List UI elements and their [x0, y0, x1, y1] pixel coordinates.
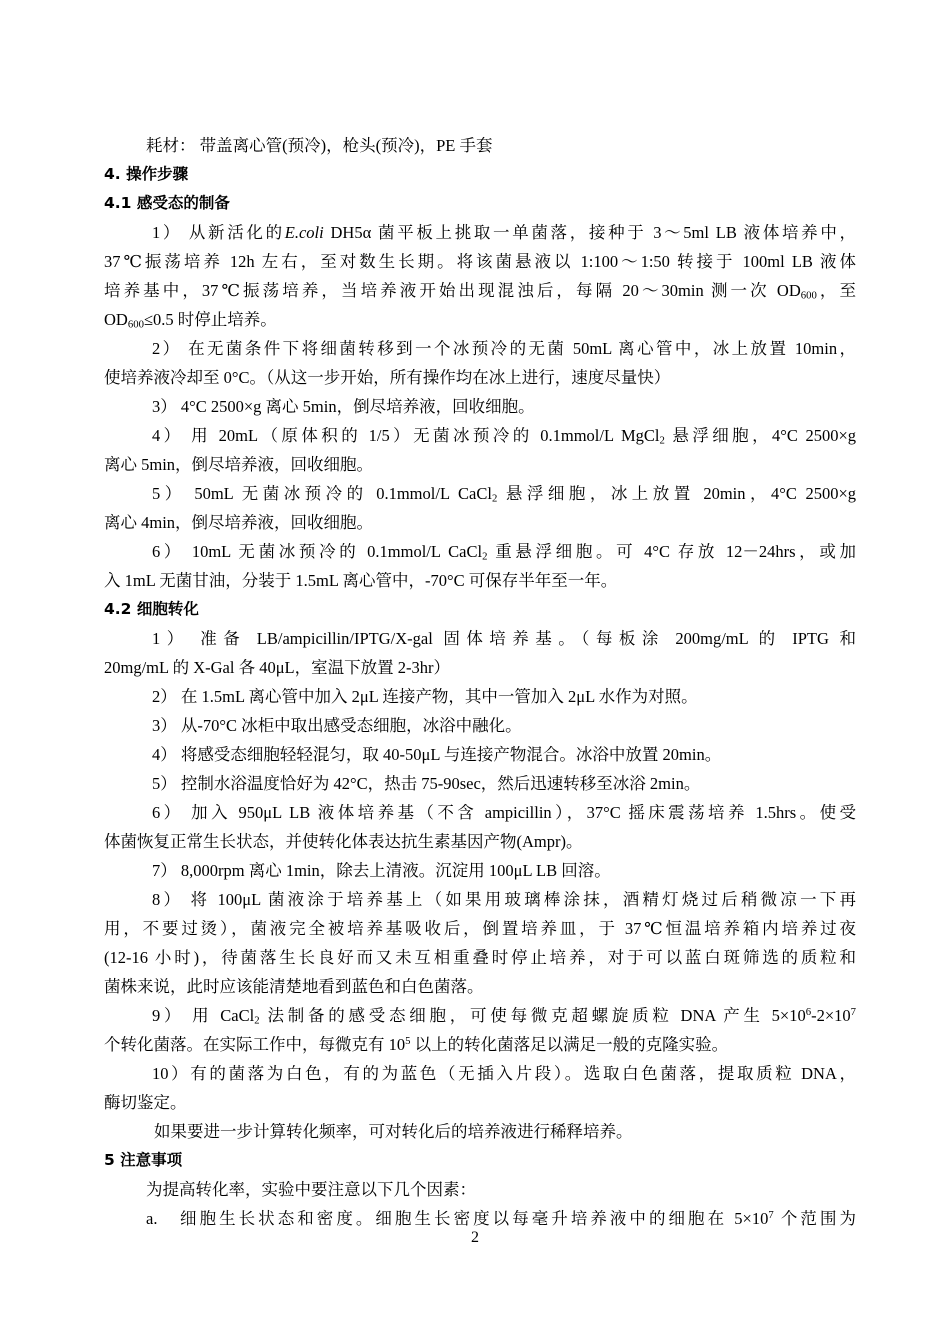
step-4-1-5-line-1: 5） 50mL 无菌冰预冷的 0.1mmol/L CaCl$_2$ 悬浮细胞，冰上放置 20min，4°C 2500×g	[152, 484, 856, 505]
step-4-1-4-line-2: 离心 5min，倒尽培养液，回收细胞。	[104, 455, 374, 474]
step-4-2-7: 7） 8,000rpm 离心 1min，除去上清液。沉淀用 100μL LB 回溶。	[152, 861, 611, 880]
materials-line: 耗材： 带盖离心管(预冷)，枪头(预冷)，PE 手套	[146, 136, 493, 155]
step-4-1-3: 3） 4°C 2500×g 离心 5min，倒尽培养液，回收细胞。	[152, 397, 535, 416]
document-body	[104, 131, 856, 1233]
step-4-1-4-line-1: 4） 用 20mL（原体积的 1/5）无菌冰预冷的 0.1mmol/L MgCl$_2$ 悬浮细胞，4°C 2500×g	[152, 426, 856, 447]
step-4-2-8-line-4: 菌株来说，此时应该能清楚地看到蓝色和白色菌落。	[104, 977, 484, 996]
step-4-1-1-line-2: 37℃振荡培养 12h 左右，至对数生长期。将该菌悬液以 1:100～1:50 转接于 100ml LB 液体	[104, 252, 856, 271]
step-4-1-1-line-3: 培养基中，37℃振荡培养，当培养液开始出现混浊后，每隔 20～30min 测一次 $OD_{600}$，至	[104, 281, 856, 302]
step-4-1-1-line-4: $OD_{600}\le 0.5$ 时停止培养。	[104, 310, 277, 331]
transformation-frequency-note: 如果要进一步计算转化频率，可对转化后的培养液进行稀释培养。	[154, 1122, 633, 1141]
step-4-2-4: 4） 将感受态细胞轻轻混匀，取 40-50μL 与连接产物混合。冰浴中放置 20min。	[152, 745, 722, 764]
step-4-1-6-line-2: 入 1mL 无菌甘油，分装于 1.5mL 离心管中，-70°C 可保存半年至一年。	[104, 571, 618, 590]
step-4-2-1-line-1: 1） 准备 LB/ampicillin/IPTG/X-gal 固体培养基。（每板涂 200mg/mL 的 IPTG 和	[152, 629, 856, 648]
section-heading-4-1: 4.1 感受态的制备	[104, 194, 230, 212]
step-4-2-5: 5） 控制水浴温度恰好为 42°C，热击 75-90sec，然后迅速转移至冰浴 2min。	[152, 774, 701, 793]
step-4-2-10-line-2: 酶切鉴定。	[104, 1093, 187, 1112]
note-a-line-1: a. 细胞生长状态和密度。细胞生长密度以每毫升培养液中的细胞在 $5\times 10^7$ 个范围为	[146, 1209, 857, 1228]
step-4-2-9-line-1: 9） 用 CaCl$_2$ 法制备的感受态细胞，可使每微克超螺旋质粒 DNA 产生 $5\times 10^6-2\times 10^7$	[152, 1006, 856, 1027]
step-4-2-2: 2） 在 1.5mL 离心管中加入 2μL 连接产物，其中一管加入 2μL 水作为对照。	[152, 687, 698, 706]
step-4-2-6-line-2: 体菌恢复正常生长状态，并使转化体表达抗生素基因产物(Ampr)。	[104, 832, 583, 851]
section-heading-4: 4. 操作步骤	[104, 165, 189, 183]
step-4-2-8-line-3: (12-16 小时)，待菌落生长良好而又未互相重叠时停止培养，对于可以蓝白斑筛选的质粒和	[104, 948, 856, 967]
step-4-2-1-line-2: 20mg/mL 的 X-Gal 各 40μL，室温下放置 2-3hr）	[104, 658, 450, 677]
section-heading-5: 5 注意事项	[104, 1151, 183, 1169]
step-4-2-9-line-2: 个转化菌落。在实际工作中，每微克有 $10^5$ 以上的转化菌落足以满足一般的克隆实验。	[104, 1035, 729, 1054]
notes-intro: 为提高转化率，实验中要注意以下几个因素：	[146, 1180, 476, 1199]
page-number: 2	[471, 1229, 479, 1246]
step-4-1-2-line-1: 2） 在无菌条件下将细菌转移到一个冰预冷的无菌 50mL 离心管中，冰上放置 10min，	[152, 339, 856, 358]
step-4-1-5-line-2: 离心 4min，倒尽培养液，回收细胞。	[104, 513, 374, 532]
step-4-2-8-line-2: 用，不要过烫），菌液完全被培养基吸收后，倒置培养皿，于 37℃恒温培养箱内培养过夜	[104, 919, 856, 938]
step-4-1-1-line-1: 1） 从新活化的E.coli DH5α 菌平板上挑取一单菌落，接种于 3～5ml LB 液体培养中，	[152, 223, 857, 242]
section-heading-4-2: 4.2 细胞转化	[104, 600, 199, 618]
step-4-1-6-line-1: 6） 10mL 无菌冰预冷的 0.1mmol/L CaCl$_2$ 重悬浮细胞。可 4°C 存放 12－24hrs，或加	[152, 542, 856, 563]
step-4-1-2-line-2: 使培养液冷却至 0°C。（从这一步开始，所有操作均在冰上进行，速度尽量快）	[104, 368, 671, 387]
step-4-2-8-line-1: 8） 将 100μL 菌液涂于培养基上（如果用玻璃棒涂抹，酒精灯烧过后稍微凉一下再	[152, 890, 856, 909]
step-4-2-6-line-1: 6） 加入 950μL LB 液体培养基（不含 ampicillin），37°C 摇床震荡培养 1.5hrs。使受	[152, 803, 856, 822]
step-4-2-3: 3） 从-70°C 冰柜中取出感受态细胞，冰浴中融化。	[152, 716, 522, 735]
step-4-2-10-line-1: 10）有的菌落为白色，有的为蓝色（无插入片段）。选取白色菌落，提取质粒 DNA，	[152, 1064, 856, 1083]
